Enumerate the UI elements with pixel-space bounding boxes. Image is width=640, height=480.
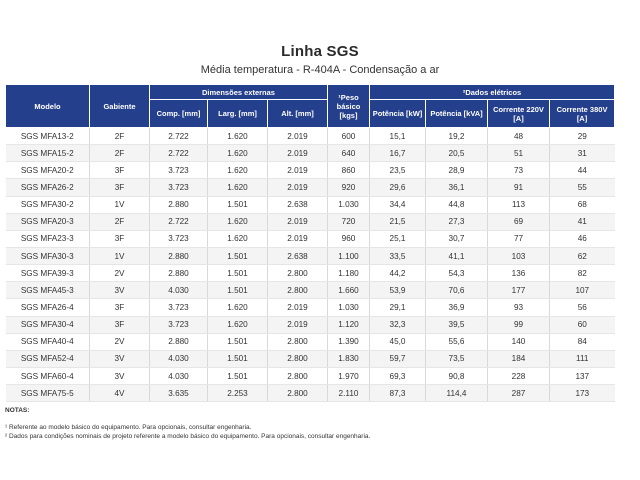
cell-gabinete: 2F (90, 145, 150, 162)
cell-gabinete: 2F (90, 213, 150, 230)
cell-larg: 1.501 (208, 265, 268, 282)
table-row (6, 128, 615, 145)
cell-comp: 4.030 (150, 282, 208, 299)
cell-gabinete: 3V (90, 367, 150, 384)
cell-larg: 1.501 (208, 196, 268, 213)
cell-corrente-220: 287 (488, 385, 550, 402)
cell-peso: 640 (328, 145, 370, 162)
cell-potencia-kw: 45,0 (370, 333, 426, 350)
cell-corrente-220: 73 (488, 162, 550, 179)
table-row (6, 333, 615, 350)
cell-potencia-kva: 114,4 (426, 385, 488, 402)
cell-comp: 2.722 (150, 213, 208, 230)
cell-corrente-380: 111 (550, 350, 615, 367)
cell-comp: 2.722 (150, 128, 208, 145)
page-title: Linha SGS (281, 43, 359, 60)
cell-alt: 2.800 (268, 350, 328, 367)
cell-potencia-kw: 25,1 (370, 230, 426, 247)
cell-modelo: SGS MFA52-4 (6, 350, 90, 367)
spec-table (5, 84, 615, 402)
cell-peso: 1.120 (328, 316, 370, 333)
cell-potencia-kw: 59,7 (370, 350, 426, 367)
cell-potencia-kw: 34,4 (370, 196, 426, 213)
cell-peso: 1.100 (328, 247, 370, 264)
cell-corrente-380: 173 (550, 385, 615, 402)
cell-potencia-kva: 70,6 (426, 282, 488, 299)
col-header-corrente-380: Corrente 380V [A] (550, 100, 615, 128)
cell-alt: 2.019 (268, 230, 328, 247)
cell-gabinete: 3F (90, 179, 150, 196)
col-header-potencia-kw: Potência [kW] (370, 100, 426, 128)
cell-gabinete: 3F (90, 316, 150, 333)
cell-comp: 4.030 (150, 367, 208, 384)
col-header-gabinete: Gabiente (90, 85, 150, 128)
group-header-dados-eletricos: ²Dados elétricos (370, 85, 615, 100)
cell-comp: 2.880 (150, 196, 208, 213)
cell-larg: 1.620 (208, 316, 268, 333)
cell-larg: 1.620 (208, 230, 268, 247)
cell-alt: 2.800 (268, 282, 328, 299)
cell-corrente-380: 41 (550, 213, 615, 230)
col-header-modelo: Modelo (6, 85, 90, 128)
cell-corrente-220: 93 (488, 299, 550, 316)
cell-larg: 1.620 (208, 179, 268, 196)
cell-corrente-220: 48 (488, 128, 550, 145)
col-header-peso: ¹Peso básico [kgs] (328, 85, 370, 128)
cell-potencia-kw: 32,3 (370, 316, 426, 333)
cell-gabinete: 3F (90, 162, 150, 179)
cell-gabinete: 4V (90, 385, 150, 402)
cell-larg: 1.620 (208, 162, 268, 179)
cell-alt: 2.019 (268, 179, 328, 196)
table-row (6, 350, 615, 367)
cell-alt: 2.800 (268, 385, 328, 402)
cell-corrente-220: 228 (488, 367, 550, 384)
cell-peso: 600 (328, 128, 370, 145)
cell-comp: 2.880 (150, 333, 208, 350)
cell-potencia-kva: 39,5 (426, 316, 488, 333)
cell-comp: 2.880 (150, 265, 208, 282)
cell-potencia-kw: 29,1 (370, 299, 426, 316)
cell-modelo: SGS MFA15-2 (6, 145, 90, 162)
cell-larg: 1.501 (208, 333, 268, 350)
cell-potencia-kw: 16,7 (370, 145, 426, 162)
cell-alt: 2.800 (268, 333, 328, 350)
cell-gabinete: 3F (90, 230, 150, 247)
cell-gabinete: 2V (90, 333, 150, 350)
table-row (6, 316, 615, 333)
cell-potencia-kw: 44,2 (370, 265, 426, 282)
cell-potencia-kva: 90,8 (426, 367, 488, 384)
cell-modelo: SGS MFA39-3 (6, 265, 90, 282)
cell-corrente-220: 91 (488, 179, 550, 196)
cell-alt: 2.019 (268, 316, 328, 333)
note-item: ¹ Referente ao modelo básico do equipamento. Para opcionais, consultar engenharia. (5, 424, 252, 431)
col-header-potencia-kva: Potência [kVA] (426, 100, 488, 128)
cell-peso: 1.970 (328, 367, 370, 384)
cell-comp: 3.635 (150, 385, 208, 402)
cell-corrente-380: 56 (550, 299, 615, 316)
cell-peso: 1.180 (328, 265, 370, 282)
cell-potencia-kva: 36,9 (426, 299, 488, 316)
cell-modelo: SGS MFA20-3 (6, 213, 90, 230)
cell-larg: 1.501 (208, 350, 268, 367)
cell-corrente-380: 137 (550, 367, 615, 384)
cell-modelo: SGS MFA30-3 (6, 247, 90, 264)
cell-corrente-220: 113 (488, 196, 550, 213)
cell-alt: 2.019 (268, 299, 328, 316)
col-header-larg: Larg. [mm] (208, 100, 268, 128)
cell-corrente-380: 82 (550, 265, 615, 282)
cell-corrente-380: 29 (550, 128, 615, 145)
cell-larg: 1.620 (208, 299, 268, 316)
cell-peso: 920 (328, 179, 370, 196)
cell-gabinete: 2V (90, 265, 150, 282)
cell-peso: 860 (328, 162, 370, 179)
cell-peso: 720 (328, 213, 370, 230)
cell-potencia-kva: 20,5 (426, 145, 488, 162)
cell-comp: 3.723 (150, 316, 208, 333)
cell-potencia-kva: 55,6 (426, 333, 488, 350)
table-row (6, 282, 615, 299)
cell-modelo: SGS MFA30-4 (6, 316, 90, 333)
table-row (6, 247, 615, 264)
cell-modelo: SGS MFA26-4 (6, 299, 90, 316)
cell-potencia-kva: 30,7 (426, 230, 488, 247)
cell-alt: 2.800 (268, 265, 328, 282)
cell-peso: 1.030 (328, 196, 370, 213)
cell-potencia-kva: 54,3 (426, 265, 488, 282)
cell-potencia-kw: 87,3 (370, 385, 426, 402)
cell-alt: 2.638 (268, 247, 328, 264)
cell-potencia-kw: 21,5 (370, 213, 426, 230)
cell-corrente-380: 46 (550, 230, 615, 247)
cell-potencia-kva: 19,2 (426, 128, 488, 145)
cell-corrente-220: 140 (488, 333, 550, 350)
cell-potencia-kw: 33,5 (370, 247, 426, 264)
table-row (6, 367, 615, 384)
cell-corrente-220: 51 (488, 145, 550, 162)
cell-larg: 2.253 (208, 385, 268, 402)
cell-corrente-220: 103 (488, 247, 550, 264)
cell-peso: 1.660 (328, 282, 370, 299)
group-header-dimensoes: Dimensões externas (150, 85, 328, 100)
cell-potencia-kw: 69,3 (370, 367, 426, 384)
cell-gabinete: 1V (90, 247, 150, 264)
table-row (6, 145, 615, 162)
cell-corrente-220: 184 (488, 350, 550, 367)
note-item: ² Dados para condições nominais de projeto referente a modelo básico do equipamento. Para opcionais, consultar engenharia. (5, 433, 371, 440)
cell-gabinete: 3V (90, 282, 150, 299)
cell-peso: 2.110 (328, 385, 370, 402)
table-row (6, 230, 615, 247)
page-subtitle: Média temperatura - R-404A - Condensação a ar (200, 64, 440, 76)
cell-potencia-kw: 15,1 (370, 128, 426, 145)
cell-potencia-kw: 29,6 (370, 179, 426, 196)
cell-peso: 1.030 (328, 299, 370, 316)
cell-comp: 3.723 (150, 230, 208, 247)
table-row (6, 179, 615, 196)
cell-corrente-380: 68 (550, 196, 615, 213)
cell-corrente-380: 55 (550, 179, 615, 196)
col-header-alt: Alt. [mm] (268, 100, 328, 128)
cell-corrente-220: 69 (488, 213, 550, 230)
cell-alt: 2.638 (268, 196, 328, 213)
cell-potencia-kva: 28,9 (426, 162, 488, 179)
cell-corrente-380: 44 (550, 162, 615, 179)
spec-table-body (6, 128, 615, 402)
cell-modelo: SGS MFA23-3 (6, 230, 90, 247)
cell-peso: 1.390 (328, 333, 370, 350)
cell-potencia-kva: 73,5 (426, 350, 488, 367)
cell-potencia-kva: 44,8 (426, 196, 488, 213)
cell-larg: 1.620 (208, 145, 268, 162)
cell-gabinete: 3F (90, 299, 150, 316)
cell-corrente-220: 77 (488, 230, 550, 247)
cell-comp: 4.030 (150, 350, 208, 367)
cell-peso: 1.830 (328, 350, 370, 367)
cell-corrente-380: 107 (550, 282, 615, 299)
table-row (6, 196, 615, 213)
cell-corrente-380: 62 (550, 247, 615, 264)
col-header-corrente-220: Corrente 220V [A] (488, 100, 550, 128)
cell-alt: 2.800 (268, 367, 328, 384)
cell-larg: 1.501 (208, 247, 268, 264)
cell-alt: 2.019 (268, 213, 328, 230)
cell-modelo: SGS MFA40-4 (6, 333, 90, 350)
cell-comp: 2.722 (150, 145, 208, 162)
table-row (6, 213, 615, 230)
cell-gabinete: 1V (90, 196, 150, 213)
cell-larg: 1.620 (208, 213, 268, 230)
table-row (6, 385, 615, 402)
cell-potencia-kw: 23,5 (370, 162, 426, 179)
notes-title: NOTAS: (5, 407, 30, 414)
cell-alt: 2.019 (268, 128, 328, 145)
cell-modelo: SGS MFA13-2 (6, 128, 90, 145)
cell-corrente-380: 31 (550, 145, 615, 162)
cell-modelo: SGS MFA20-2 (6, 162, 90, 179)
cell-modelo: SGS MFA45-3 (6, 282, 90, 299)
col-header-comp: Comp. [mm] (150, 100, 208, 128)
cell-modelo: SGS MFA60-4 (6, 367, 90, 384)
cell-alt: 2.019 (268, 162, 328, 179)
cell-peso: 960 (328, 230, 370, 247)
cell-modelo: SGS MFA75-5 (6, 385, 90, 402)
cell-comp: 3.723 (150, 179, 208, 196)
cell-alt: 2.019 (268, 145, 328, 162)
cell-larg: 1.501 (208, 367, 268, 384)
cell-comp: 2.880 (150, 247, 208, 264)
notes-section (5, 406, 625, 441)
cell-comp: 3.723 (150, 162, 208, 179)
cell-larg: 1.501 (208, 282, 268, 299)
table-row (6, 162, 615, 179)
cell-modelo: SGS MFA30-2 (6, 196, 90, 213)
cell-gabinete: 3V (90, 350, 150, 367)
cell-corrente-220: 99 (488, 316, 550, 333)
cell-potencia-kw: 53,9 (370, 282, 426, 299)
cell-modelo: SGS MFA26-2 (6, 179, 90, 196)
table-row (6, 299, 615, 316)
cell-corrente-380: 60 (550, 316, 615, 333)
cell-comp: 3.723 (150, 299, 208, 316)
cell-larg: 1.620 (208, 128, 268, 145)
cell-gabinete: 2F (90, 128, 150, 145)
cell-potencia-kva: 41,1 (426, 247, 488, 264)
cell-potencia-kva: 36,1 (426, 179, 488, 196)
cell-corrente-380: 84 (550, 333, 615, 350)
table-row (6, 265, 615, 282)
cell-potencia-kva: 27,3 (426, 213, 488, 230)
cell-corrente-220: 177 (488, 282, 550, 299)
cell-corrente-220: 136 (488, 265, 550, 282)
